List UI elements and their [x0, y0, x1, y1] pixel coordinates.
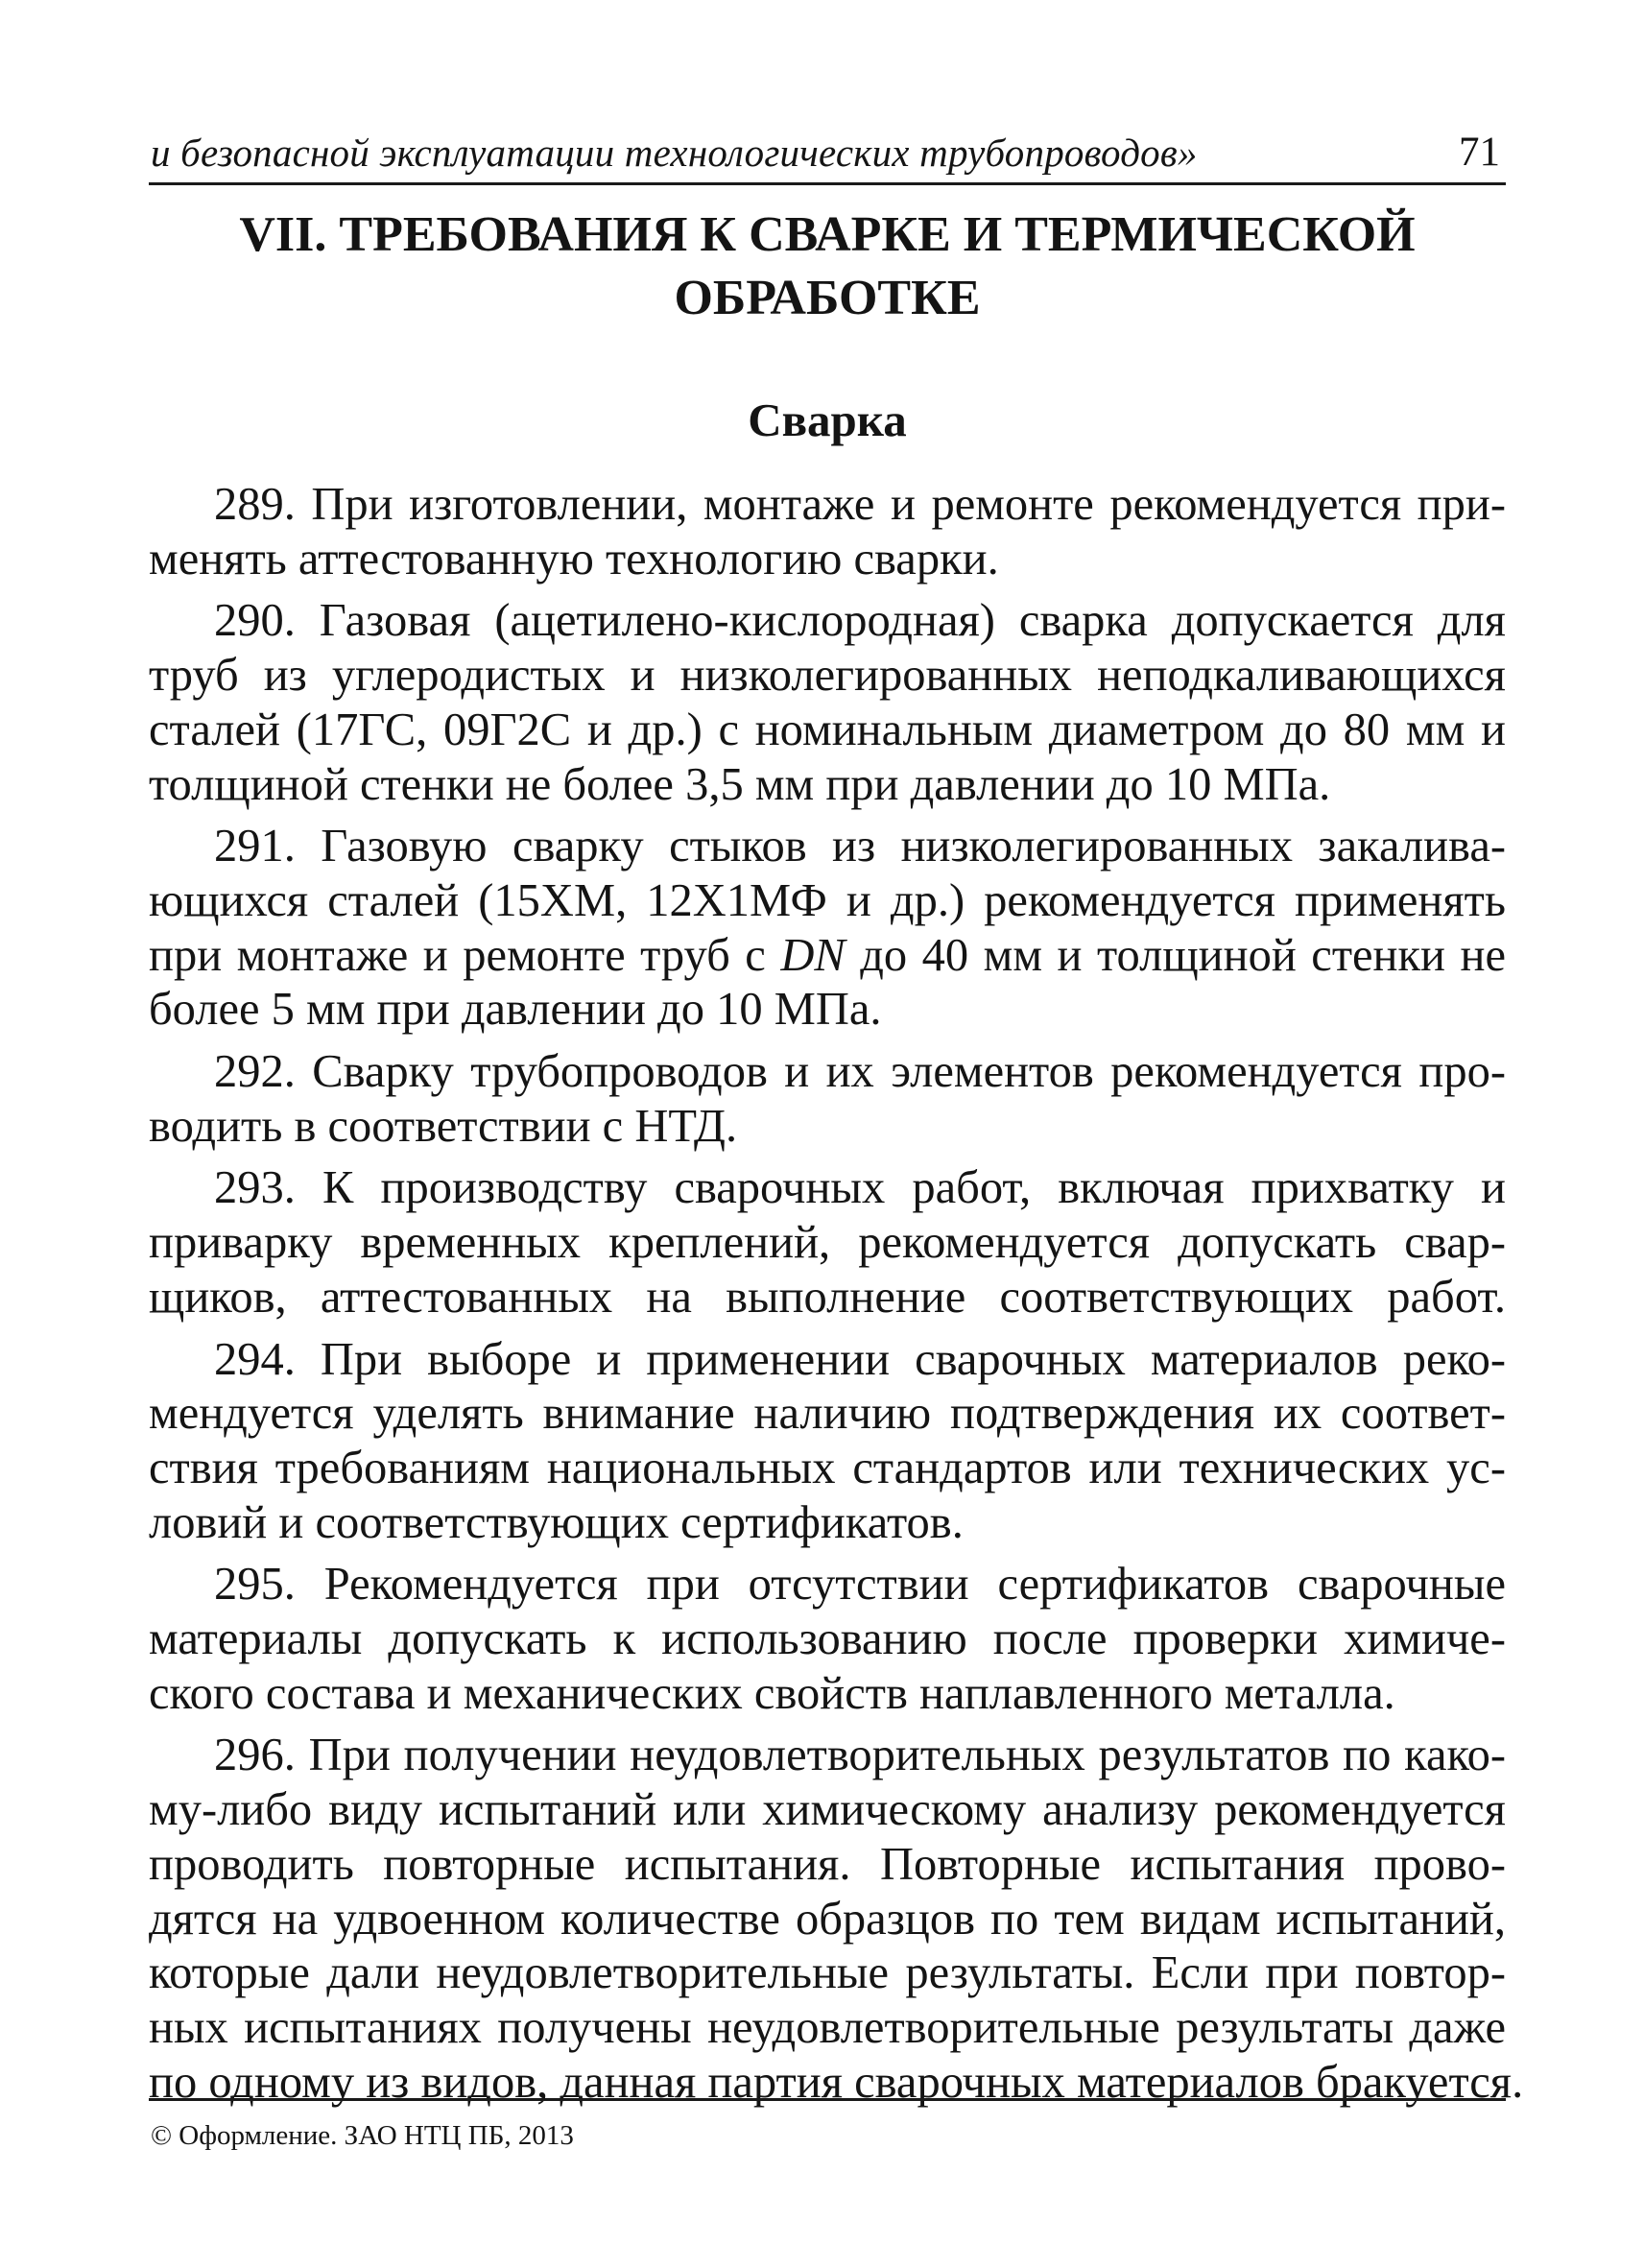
paragraph-line: ющихся сталей (15ХМ, 12Х1МФ и др.) рекомендуется применять [149, 874, 1506, 926]
section-title: Сварка [748, 394, 907, 446]
paragraph-line: 292. Сварку трубопроводов и их элементов рекомендуется про- [214, 1046, 1506, 1098]
paragraph-line: менять аттестованную технологию сварки. [149, 533, 999, 585]
paragraph-line: 295. Рекомендуется при отсутствии сертификатов сварочные [214, 1559, 1506, 1611]
page-footer [149, 2098, 1506, 2151]
paragraph-line: ловий и соответствующих сертификатов. [149, 1496, 964, 1548]
chapter-title-line-1: VII. ТРЕБОВАНИЯ К СВАРКЕ И ТЕРМИЧЕСКОЙ [239, 207, 1416, 262]
paragraph-line: дятся на удвоенном количестве образцов по тем видам испытаний, [149, 1893, 1506, 1945]
page-number: 71 [1459, 130, 1500, 175]
paragraph-289 [149, 478, 1506, 586]
paragraph-line: проводить повторные испытания. Повторные испытания прово- [149, 1838, 1506, 1890]
paragraph-line: щиков, аттестованных на выполнение соответствующих работ. [149, 1271, 1506, 1323]
paragraph-line: 294. При выборе и применении сварочных материалов реко- [214, 1333, 1506, 1385]
paragraph-line: по одному из видов, данная партия сварочных материалов бракуется. [149, 2056, 1524, 2108]
body-text [149, 478, 1524, 2117]
paragraph-293 [149, 1161, 1506, 1325]
paragraph-line: более 5 мм при давлении до 10 МПа. [149, 984, 882, 1036]
paragraph-line: ского состава и механических свойств наплавленного металла. [149, 1667, 1395, 1719]
paragraph-line: 296. При получении неудовлетворительных результатов по како- [214, 1730, 1506, 1781]
paragraph-line: сталей (17ГС, 09Г2С и др.) с номинальным диаметром до 80 мм и [149, 704, 1506, 755]
paragraph-line: ных испытаниях получены неудовлетворительные результаты даже [149, 2001, 1506, 2053]
paragraph-295 [149, 1558, 1506, 1721]
paragraph-291 [149, 820, 1506, 1038]
paragraph-line: 290. Газовая (ацетилено-кислородная) сварка допускается для [214, 595, 1506, 647]
paragraph-line: толщиной стенки не более 3,5 мм при давлении до 10 МПа. [149, 758, 1331, 810]
chapter-title [149, 203, 1506, 330]
paragraph-line: 291. Газовую сварку стыков из низколегированных закалива- [214, 821, 1506, 872]
paragraph-290 [149, 594, 1506, 812]
dn-symbol: DN [780, 929, 846, 981]
paragraph-line-dn: при монтаже и ремонте труб с DN до 40 мм и толщиной стенки не [149, 929, 1506, 981]
paragraph-292 [149, 1045, 1506, 1154]
paragraph-line: труб из углеродистых и низколегированных неподкаливающихся [149, 650, 1506, 702]
paragraph-line: водить в соответствии с НТД. [149, 1100, 738, 1152]
paragraph-line: 293. К производству сварочных работ, включая прихватку и [214, 1162, 1506, 1214]
paragraph-line: мендуется уделять внимание наличию подтверждения их соответ- [149, 1388, 1506, 1440]
running-title: и безопасной эксплуатации технологических трубопроводов» [151, 131, 1198, 175]
copyright-notice: © Оформление. ЗАО НТЦ ПБ, 2013 [151, 2120, 574, 2151]
running-header [149, 123, 1506, 185]
paragraph-line: ствия требованиям национальных стандартов или технических ус- [149, 1442, 1506, 1493]
paragraph-line: 289. При изготовлении, монтаже и ремонте рекомендуется при- [214, 479, 1506, 530]
paragraph-294 [149, 1333, 1506, 1551]
paragraph-line: материалы допускать к использованию после проверки химиче- [149, 1613, 1506, 1665]
paragraph-line: приварку временных креплений, рекомендуется допускать свар- [149, 1217, 1506, 1269]
paragraph-296 [149, 1729, 1524, 2110]
chapter-title-line-2: ОБРАБОТКЕ [674, 271, 981, 325]
paragraph-line: му-либо виду испытаний или химическому анализу рекомендуется [149, 1784, 1506, 1836]
paragraph-line: которые дали неудовлетворительные результаты. Если при повтор- [149, 1947, 1506, 1999]
